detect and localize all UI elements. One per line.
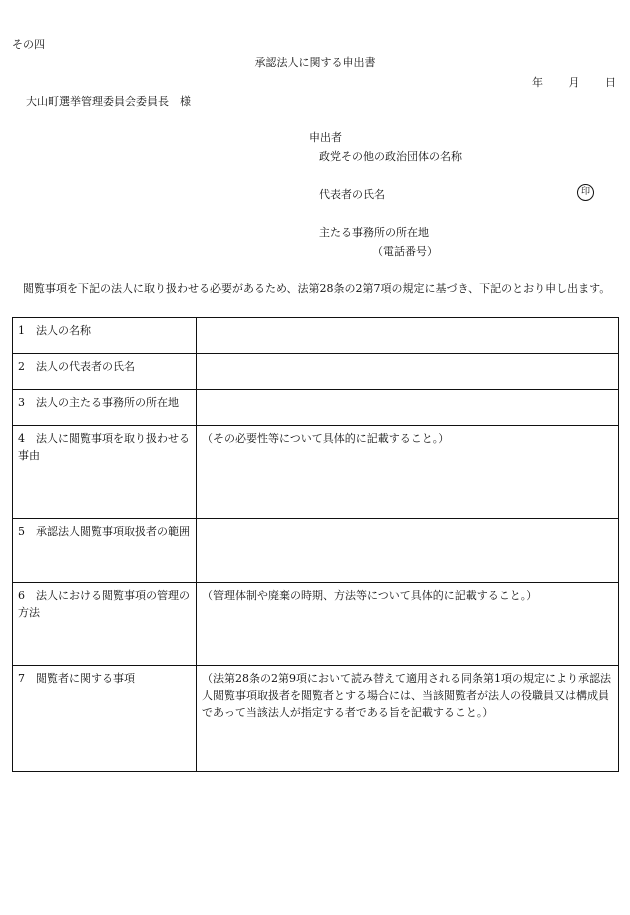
- item-label: 法人の代表者の氏名: [36, 360, 135, 373]
- table-row: [13, 318, 619, 354]
- item-label-cell: [13, 666, 197, 772]
- representative-name-label: 代表者の氏名: [319, 188, 385, 201]
- party-name-label: 政党その他の政治団体の名称: [319, 150, 462, 163]
- item-value-cell: [197, 519, 619, 583]
- item-label-cell: [13, 583, 197, 666]
- item-value-cell: [197, 318, 619, 354]
- item-label: 法人における閲覧事項の管理の方法: [18, 589, 190, 619]
- item-value-cell: [197, 354, 619, 390]
- item-value-cell: [197, 390, 619, 426]
- table-row: [13, 583, 619, 666]
- document-title: 承認法人に関する申出書: [254, 56, 376, 69]
- item-label-cell: [13, 519, 197, 583]
- phone-number-label: （電話番号）: [372, 245, 438, 258]
- item-note: （法第28条の2第9項において読み替えて適用される同条第1項の規定により承認法人閲覧事項取扱者を閲覧者とする場合には、当該閲覧者が法人の役職員又は構成員であって当該法人が指定する者である旨を記載すること。）: [202, 672, 611, 719]
- addressee: 大山町選挙管理委員会委員長 様: [26, 95, 191, 108]
- item-label: 閲覧者に関する事項: [36, 672, 135, 685]
- date-day: 日: [605, 76, 616, 89]
- item-number: 5: [18, 525, 25, 538]
- intro-text: 閲覧事項を下記の法人に取り扱わせる必要があるため、法第28条の2第7項の規定に基づき、下記のとおり申し出ます。: [23, 282, 611, 295]
- item-label-cell: [13, 354, 197, 390]
- item-number: 4: [18, 432, 25, 445]
- item-label: 承認法人閲覧事項取扱者の範囲: [36, 525, 190, 538]
- item-label-cell: [13, 426, 197, 519]
- date-line: [522, 76, 616, 90]
- item-note: （その必要性等について具体的に記載すること。）: [202, 432, 450, 445]
- office-address-label: 主たる事務所の所在地: [319, 226, 429, 239]
- item-number: 7: [18, 672, 25, 685]
- table-row: [13, 666, 619, 772]
- item-value-cell: [197, 666, 619, 772]
- item-note: （管理体制や廃棄の時期、方法等について具体的に記載すること。）: [202, 589, 538, 602]
- table-row: [13, 390, 619, 426]
- table-row: [13, 354, 619, 390]
- item-label-cell: [13, 318, 197, 354]
- table-row: [13, 426, 619, 519]
- date-year: 年: [532, 76, 543, 89]
- form-number: その四: [12, 38, 45, 51]
- item-value-cell: [197, 426, 619, 519]
- item-number: 1: [18, 324, 25, 337]
- item-label: 法人の名称: [36, 324, 91, 337]
- item-label: 法人に閲覧事項を取り扱わせる事由: [18, 432, 190, 462]
- item-value-cell: [197, 583, 619, 666]
- items-table: [12, 317, 619, 772]
- date-month: 月: [568, 76, 580, 89]
- item-number: 3: [18, 396, 25, 409]
- item-number: 6: [18, 589, 25, 602]
- seal-icon: 印: [577, 184, 594, 201]
- table-row: [13, 519, 619, 583]
- item-label: 法人の主たる事務所の所在地: [36, 396, 179, 409]
- applicant-label: 申出者: [309, 131, 342, 144]
- item-label-cell: [13, 390, 197, 426]
- item-number: 2: [18, 360, 25, 373]
